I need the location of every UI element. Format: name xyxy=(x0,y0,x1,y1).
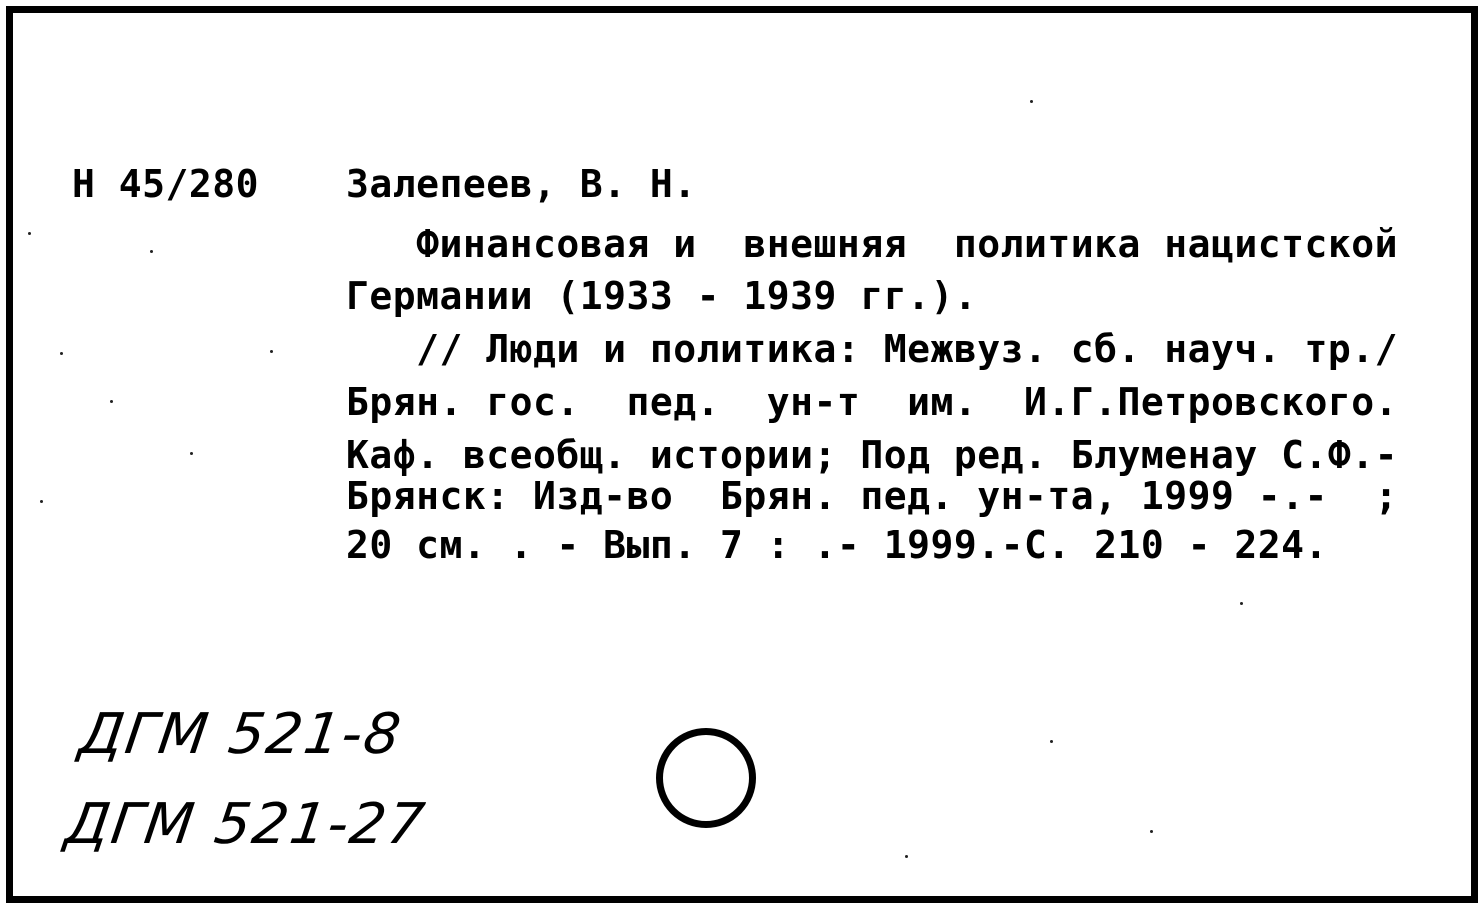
shelfmark: Н 45/280 xyxy=(72,162,260,206)
scan-speck xyxy=(150,250,153,253)
handwritten-code-1: ДГМ 521-8 xyxy=(75,702,407,767)
scan-speck xyxy=(905,855,908,858)
publisher-line: Брянск: Изд-во Брян. пед. ун-та, 1999 -.- ; xyxy=(346,474,1399,518)
title-line-1: Финансовая и внешняя политика нацистской xyxy=(346,222,1399,266)
handwritten-code-2: ДГМ 521-27 xyxy=(61,792,430,857)
source-line-3: Каф. всеобщ. истории; Под ред. Блуменау С.Ф.- xyxy=(346,433,1399,477)
punch-hole xyxy=(656,728,756,828)
scan-speck xyxy=(40,500,43,503)
scan-speck xyxy=(110,400,113,403)
scan-speck xyxy=(1050,740,1053,743)
pagination-line: 20 см. . - Вып. 7 : .- 1999.-С. 210 - 224. xyxy=(346,523,1328,567)
scan-speck xyxy=(1030,100,1033,103)
source-line-1: // Люди и политика: Межвуз. сб. науч. тр./ xyxy=(346,327,1399,371)
scan-speck xyxy=(60,352,63,355)
author-heading: Залепеев, В. Н. xyxy=(346,162,697,206)
scan-speck xyxy=(190,452,193,455)
source-line-2: Брян. гос. пед. ун-т им. И.Г.Петровского. xyxy=(346,380,1399,424)
scan-speck xyxy=(1150,830,1153,833)
scan-speck xyxy=(1240,602,1243,605)
scan-speck xyxy=(270,350,273,353)
scan-speck xyxy=(28,232,31,235)
title-line-2: Германии (1933 - 1939 гг.). xyxy=(346,274,978,318)
